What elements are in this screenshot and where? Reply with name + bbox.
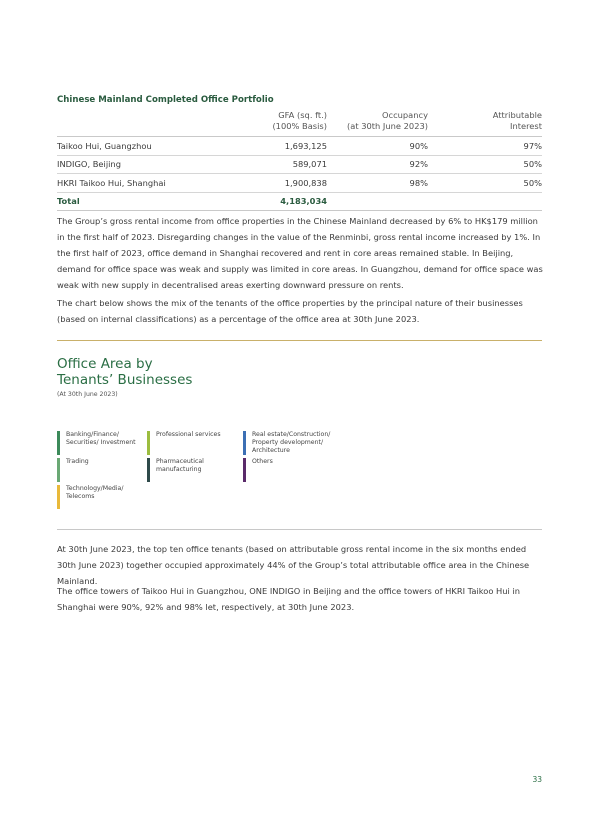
legend-item	[57, 458, 146, 482]
gfa-value: 1,900,838	[253, 174, 327, 193]
rental-income-paragraph: The Group’s gross rental income from office properties in the Chinese Mainland decreased by 6% to HK$179 million in the first half of 2023. Disregarding changes in the value of the Renminbi, gross rental income increased by 1%. In the first half of 2023, office demand in Shanghai recovered and rent in core areas remained stable. In Beijing, demand for office space was weak and supply was limited in core areas. In Guangzhou, demand for office space was weak with new supply in decentralised areas exerting downward pressure on rents.	[57, 216, 543, 290]
section-divider	[57, 340, 542, 341]
occupancy-paragraph: The office towers of Taikoo Hui in Guangzhou, ONE INDIGO in Beijing and the office towers of HKRI Taikoo Hui in Shanghai were 90%, 92% and 98% let, respectively, at 30th June 2023.	[57, 586, 521, 612]
interest-value: 97%	[428, 137, 542, 156]
legend-swatch	[243, 458, 246, 482]
table-row	[57, 137, 542, 156]
legend-swatch	[243, 431, 246, 455]
legend-label: Trading	[66, 458, 89, 465]
section-title: Chinese Mainland Completed Office Portfolio	[57, 95, 274, 105]
legend-item	[243, 431, 342, 455]
legend-swatch	[147, 458, 150, 482]
legend-swatch	[147, 431, 150, 455]
gfa-value: 1,693,125	[253, 137, 327, 156]
legend-item	[243, 458, 332, 482]
chart-divider	[57, 529, 542, 530]
interest-value: 50%	[428, 155, 542, 174]
occupancy-value: 98%	[327, 174, 428, 193]
header-occupancy: Occupancy (at 30th June 2023)	[347, 110, 428, 131]
legend-item	[57, 485, 136, 509]
portfolio-table	[57, 110, 542, 211]
occupancy-value: 92%	[327, 155, 428, 174]
interest-value: 50%	[428, 174, 542, 193]
legend-swatch	[57, 458, 60, 482]
legend-label: Technology/Media/ Telecoms	[66, 485, 124, 500]
property-name: INDIGO, Beijing	[57, 155, 253, 174]
legend-label: Pharmaceutical manufacturing	[156, 458, 204, 473]
total-gfa: 4,183,034	[253, 192, 327, 211]
property-name: Taikoo Hui, Guangzhou	[57, 137, 253, 156]
legend-item	[147, 458, 220, 482]
legend-label: Professional services	[156, 431, 221, 438]
property-name: HKRI Taikoo Hui, Shanghai	[57, 174, 253, 193]
legend-swatch	[57, 431, 60, 455]
header-gfa: GFA (sq. ft.) (100% Basis)	[272, 110, 327, 131]
header-property	[57, 110, 253, 137]
page-number: 33	[532, 775, 542, 784]
chart-title: Office Area by Tenants’ Businesses	[57, 356, 193, 388]
table-header-row	[57, 110, 542, 137]
legend-label: Banking/Finance/ Securities/ Investment	[66, 431, 136, 446]
header-interest: Attributable Interest	[492, 110, 542, 131]
chart-subtitle: (At 30th June 2023)	[57, 391, 118, 398]
total-row	[57, 192, 542, 211]
table-row	[57, 155, 542, 174]
gfa-value: 589,071	[253, 155, 327, 174]
table-row	[57, 174, 542, 193]
tenant-mix-paragraph: The chart below shows the mix of the tenants of the office properties by the principal nature of their businesses (based on internal classifications) as a percentage of the office area at 30th June 2023.	[57, 298, 523, 324]
occupancy-value: 90%	[327, 137, 428, 156]
legend-swatch	[57, 485, 60, 509]
legend-label: Others	[252, 458, 273, 465]
legend-item	[147, 431, 236, 455]
top-tenants-paragraph: At 30th June 2023, the top ten office tenants (based on attributable gross rental income in the six months ended 30th June 2023) together occupied approximately 44% of the Group’s total attributable office area in the Chinese Mainland.	[57, 544, 530, 586]
legend-label: Real estate/Construction/ Property development/ Architecture	[252, 431, 331, 454]
total-label: Total	[57, 192, 253, 211]
legend-item	[57, 431, 146, 455]
